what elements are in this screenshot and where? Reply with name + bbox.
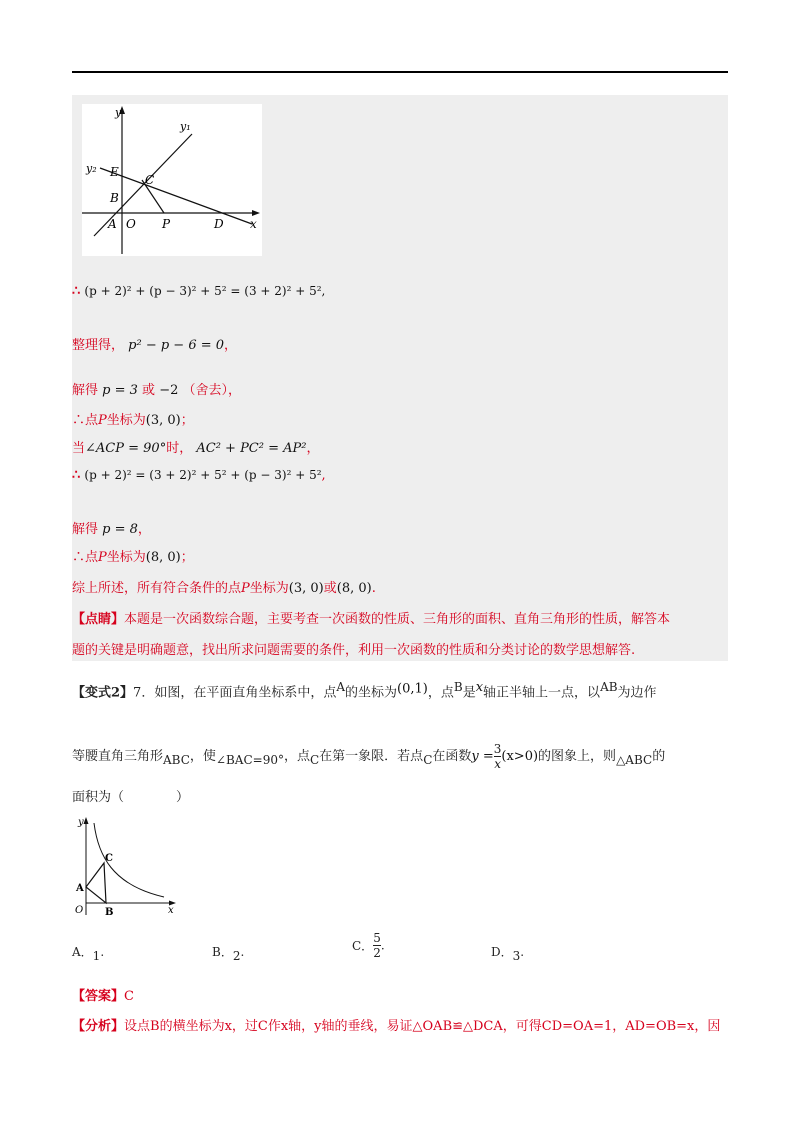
coordinate-graph-1 bbox=[82, 104, 262, 256]
label-P: P bbox=[162, 217, 171, 231]
x-axis-arrow bbox=[252, 210, 260, 216]
solution-line-2: 整理得， p² − p − 6 = 0， bbox=[72, 338, 238, 353]
label-x: x bbox=[168, 905, 174, 916]
option-a[interactable]: A．1. bbox=[72, 945, 105, 963]
option-b[interactable]: B．2. bbox=[212, 945, 245, 963]
equation-3: (p + 2)² = (3 + 2)² + 5² + (p − 3)² + 5² bbox=[84, 468, 322, 482]
label-B: B bbox=[105, 907, 114, 918]
option-c[interactable]: C． $\frac{5}{2}$ . bbox=[352, 931, 385, 960]
variant-tag: 【变式2】 bbox=[72, 685, 134, 701]
answer-tag: 【答案】 bbox=[72, 989, 125, 1004]
comment-line-2: 题的关键是明确题意，找出所求问题需要的条件，利用一次函数的性质和分类讨论的数学思想解答. bbox=[72, 643, 636, 658]
label-y: y bbox=[78, 817, 84, 828]
label-y1: y₁ bbox=[180, 120, 191, 133]
label-A: A bbox=[76, 883, 84, 894]
label-y: y bbox=[115, 106, 122, 119]
label-x: x bbox=[250, 217, 257, 231]
equation-2: p² − p − 6 = 0 bbox=[128, 338, 225, 353]
answer-line bbox=[72, 985, 134, 1004]
solution-line-4: ∴点P坐标为(3, 0)； bbox=[72, 413, 194, 428]
problem-line-1: 【变式2】7．如图，在平面直角坐标系中，点A的坐标为(0,1)，点B是x轴正半轴上一点，以AB为边作 bbox=[72, 680, 657, 701]
coordinate-graph-2 bbox=[72, 815, 182, 918]
label-D: D bbox=[214, 217, 224, 231]
solution-line-8: ∴点P坐标为(8, 0)； bbox=[72, 550, 194, 565]
solution-line-1: ∴ (p + 2)² + (p − 3)² + 5² = (3 + 2)² + 5², bbox=[72, 284, 326, 299]
step-label: 整理得， bbox=[72, 338, 125, 353]
problem-line-3: 面积为（ ） bbox=[72, 790, 190, 805]
solution-line-7: 解得 p = 8， bbox=[72, 522, 151, 537]
solution-line-3: 解得 p = 3 或 −2 （舍去）， bbox=[72, 383, 242, 398]
solution-line-5: 当∠ACP = 90°时， AC² + PC² = AP²， bbox=[72, 441, 320, 456]
label-E: E bbox=[110, 165, 119, 179]
line-y2 bbox=[100, 168, 252, 224]
graph-2-svg bbox=[72, 815, 182, 918]
comment-line-1: 【点睛】本题是一次函数综合题，主要考查一次函数的性质、三角形的面积、直角三角形的性质，解答本 bbox=[72, 612, 671, 627]
solution-line-9: 综上所述，所有符合条件的点P坐标为(3, 0)或(8, 0). bbox=[72, 581, 376, 596]
y-axis-arrow bbox=[84, 817, 89, 824]
analysis-tag: 【分析】 bbox=[72, 1019, 125, 1034]
option-d[interactable]: D．3. bbox=[491, 945, 525, 963]
label-O: O bbox=[126, 217, 136, 231]
function-fraction: $\frac{3}{x}$ bbox=[493, 742, 502, 771]
analysis-line bbox=[72, 1015, 720, 1034]
graph-1-svg bbox=[82, 104, 262, 256]
label-C: C bbox=[105, 853, 113, 864]
label-A: A bbox=[108, 217, 117, 231]
label-O: O bbox=[75, 905, 84, 916]
triangle-ABC bbox=[86, 863, 106, 903]
solution-line-6: ∴ (p + 2)² = (3 + 2)² + 5² + (p − 3)² + 5², bbox=[72, 468, 326, 483]
analysis-text: 设点B的横坐标为x，过C作x轴，y轴的垂线，易证△OAB≌△DCA，可得CD=OA=1，AD=OB=x，因 bbox=[124, 1019, 721, 1034]
comment-tag: 【点睛】 bbox=[72, 612, 125, 627]
equation-1: (p + 2)² + (p − 3)² + 5² = (3 + 2)² + 5², bbox=[84, 284, 326, 298]
option-c-fraction: $\frac{5}{2}$ bbox=[373, 931, 381, 960]
label-C: C bbox=[145, 173, 155, 187]
answer-value: C bbox=[124, 989, 134, 1004]
label-B: B bbox=[110, 191, 119, 205]
header-rule bbox=[72, 71, 728, 73]
label-y2: y₂ bbox=[86, 162, 97, 175]
problem-line-2: 等腰直角三角形ABC，使∠BAC=90°，点C在第一象限．若点C在函数y = $\frac{3}{x}$ (x>0)的图象上，则△ABC的 bbox=[72, 742, 666, 771]
